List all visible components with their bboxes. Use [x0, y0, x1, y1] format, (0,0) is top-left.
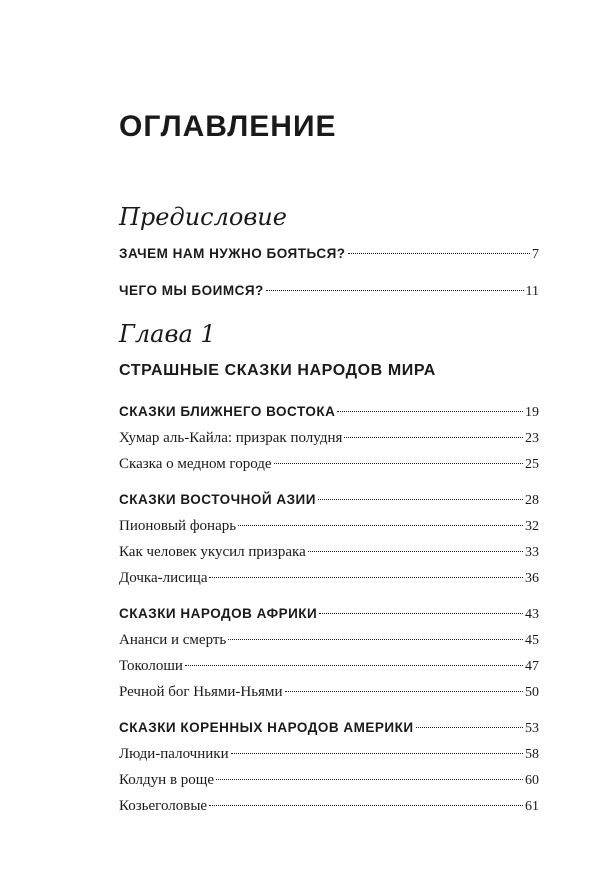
toc-page-number: 23 [525, 431, 539, 446]
toc-page-number: 53 [525, 721, 539, 736]
toc-item[interactable] [119, 566, 539, 590]
dot-leader [209, 577, 523, 578]
toc-page-number: 61 [525, 799, 539, 814]
page-title: ОГЛАВЛЕНИЕ [119, 110, 337, 143]
toc-entry-label: Козьеголовые [119, 798, 208, 814]
toc-entry-label: Сказка о медном городе [119, 456, 272, 472]
toc-entry-label: Пионовый фонарь [119, 518, 237, 534]
toc-page-number: 25 [525, 457, 539, 472]
toc-item[interactable] [119, 452, 539, 476]
dot-leader [209, 805, 523, 806]
dot-leader [216, 779, 523, 780]
dot-leader [185, 665, 523, 666]
toc-page-number: 7 [532, 247, 539, 262]
toc-section-americas[interactable] [119, 716, 539, 740]
dot-leader [318, 499, 523, 500]
toc-item[interactable] [119, 628, 539, 652]
toc-section-middle-east[interactable] [119, 400, 539, 424]
toc-entry-label: Люди-палочники [119, 746, 229, 762]
dot-leader [274, 463, 523, 464]
toc-entry-label: Речной бог Ньями-Ньями [119, 684, 283, 700]
toc-entry-label: Ананси и смерть [119, 632, 227, 648]
toc-entry-label: СКАЗКИ НАРОДОВ АФРИКИ [119, 606, 318, 621]
toc-item[interactable] [119, 654, 539, 678]
toc-entry-label: Колдун в роще [119, 772, 214, 788]
toc-entry-label: Токолоши [119, 658, 183, 674]
toc-item[interactable] [119, 794, 539, 818]
toc-entry-label: Хумар аль-Кайла: призрак полудня [119, 430, 343, 446]
toc-item[interactable] [119, 742, 539, 766]
chapter-title: СТРАШНЫЕ СКАЗКИ НАРОДОВ МИРА [119, 362, 436, 379]
dot-leader [266, 290, 524, 291]
toc-page-number: 60 [525, 773, 539, 788]
toc-item[interactable] [119, 540, 539, 564]
toc-section-africa[interactable] [119, 602, 539, 626]
toc-page-number: 19 [525, 405, 539, 420]
toc-item[interactable] [119, 514, 539, 538]
toc-page-number: 43 [525, 607, 539, 622]
dot-leader [228, 639, 523, 640]
toc-item[interactable] [119, 680, 539, 704]
toc-section-east-asia[interactable] [119, 488, 539, 512]
toc-entry-preface-1[interactable] [119, 242, 539, 266]
preface-heading: Предисловие [119, 203, 287, 231]
dot-leader [319, 613, 523, 614]
dot-leader [231, 753, 523, 754]
toc-page-number: 45 [525, 633, 539, 648]
toc-entry-label: СКАЗКИ ВОСТОЧНОЙ АЗИИ [119, 492, 316, 507]
toc-page-number: 28 [525, 493, 539, 508]
dot-leader [344, 437, 523, 438]
toc-page-number: 50 [525, 685, 539, 700]
dot-leader [285, 691, 524, 692]
dot-leader [348, 253, 530, 254]
toc-page-number: 33 [525, 545, 539, 560]
dot-leader [238, 525, 523, 526]
toc-item[interactable] [119, 426, 539, 450]
toc-entry-preface-2[interactable] [119, 279, 539, 303]
toc-page-number: 11 [525, 284, 539, 299]
toc-entry-label: Дочка-лисица [119, 570, 208, 586]
dot-leader [416, 727, 523, 728]
toc-entry-label: ЧЕГО МЫ БОИМСЯ? [119, 283, 264, 298]
toc-entry-label: СКАЗКИ КОРЕННЫХ НАРОДОВ АМЕРИКИ [119, 720, 414, 735]
chapter-number-heading: Глава 1 [119, 320, 216, 348]
toc-entry-label: Как человек укусил призрака [119, 544, 306, 560]
toc-item[interactable] [119, 768, 539, 792]
dot-leader [337, 411, 523, 412]
toc-page-number: 32 [525, 519, 539, 534]
dot-leader [308, 551, 523, 552]
toc-page-number: 47 [525, 659, 539, 674]
toc-entry-label: СКАЗКИ БЛИЖНЕГО ВОСТОКА [119, 404, 336, 419]
toc-page-number: 58 [525, 747, 539, 762]
toc-page-number: 36 [525, 571, 539, 586]
toc-entry-label: ЗАЧЕМ НАМ НУЖНО БОЯТЬСЯ? [119, 246, 346, 261]
